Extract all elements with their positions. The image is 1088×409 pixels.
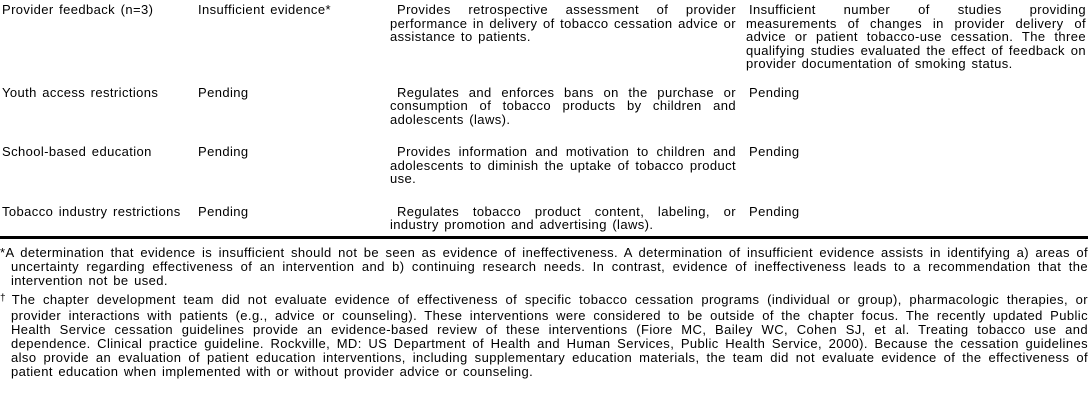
footnote-insufficient-evidence <box>0 246 1088 288</box>
footnotes-section <box>0 239 1088 379</box>
notes-cell: Pending <box>749 144 800 159</box>
table-row <box>0 205 1088 232</box>
description-cell: Regulates and enforces bans on the purchase or consumption of tobacco products by children and adolescents (laws). <box>390 84 736 127</box>
dagger-marker: † <box>0 292 8 304</box>
footnote-text: A determination that evidence is insufficient should not be seen as evidence of ineffectiveness. A determination of insufficient evidence assists in identifying a) areas of uncertainty regarding effectiveness of an intervention and b) continuing research needs. In contrast, evidence of ineffectiveness leads to a recommendation that the intervention not be used. <box>5 244 1088 288</box>
intervention-cell: Youth access restrictions <box>2 84 159 100</box>
notes-cell: Pending <box>749 84 800 100</box>
notes-cell: Pending <box>749 203 800 219</box>
status-cell: Pending <box>198 144 249 159</box>
table-row <box>0 3 1088 71</box>
table-row <box>0 145 1088 186</box>
table-row <box>0 86 1088 127</box>
status-cell: Insufficient evidence* <box>198 2 331 17</box>
description-cell: Regulates tobacco product content, labeling, or industry promotion and advertising (laws). <box>390 203 736 232</box>
asterisk-marker: * <box>0 244 6 260</box>
status-cell: Pending <box>198 203 249 219</box>
notes-cell: Insufficient number of studies providing measurements of changes in provider delivery of advice or patient tobacco-use cessation. The three qualifying studies evaluated the effect of feedback on provider documentation of smoking status. <box>746 2 1086 71</box>
footnote-chapter-team <box>0 293 1088 379</box>
description-cell: Provides retrospective assessment of provider performance in delivery of tobacco cessation advice or assistance to patients. <box>390 2 736 44</box>
intervention-cell: School-based education <box>2 144 152 159</box>
intervention-cell: Tobacco industry restrictions <box>2 203 181 219</box>
description-cell: Provides information and motivation to children and adolescents to diminish the uptake of tobacco product use. <box>390 144 736 186</box>
status-cell: Pending <box>198 84 249 100</box>
intervention-cell: Provider feedback (n=3) <box>2 2 154 17</box>
footnote-text: The chapter development team did not evaluate evidence of effectiveness of specific tobacco cessation programs (individual or group), pharmacologic therapies, or provider interactions with patients (e.g., advice or counseling). These interventions were considered to be outside of the chapter focus. The recently updated Public Health Service cessation guidelines provide an evidence-based review of these interventions (Fiore MC, Bailey WC, Cohen SJ, et al. Treating tobacco use and dependence. Clinical practice guideline. Rockville, MD: US Department of Health and Human Services, Public Health Service, 2000). Because the cessation guidelines also provide an evaluation of patient education interventions, including supplementary education materials, the team did not evaluate evidence of the effectiveness of patient education when implemented with or without provider advice or counseling. <box>11 291 1088 379</box>
